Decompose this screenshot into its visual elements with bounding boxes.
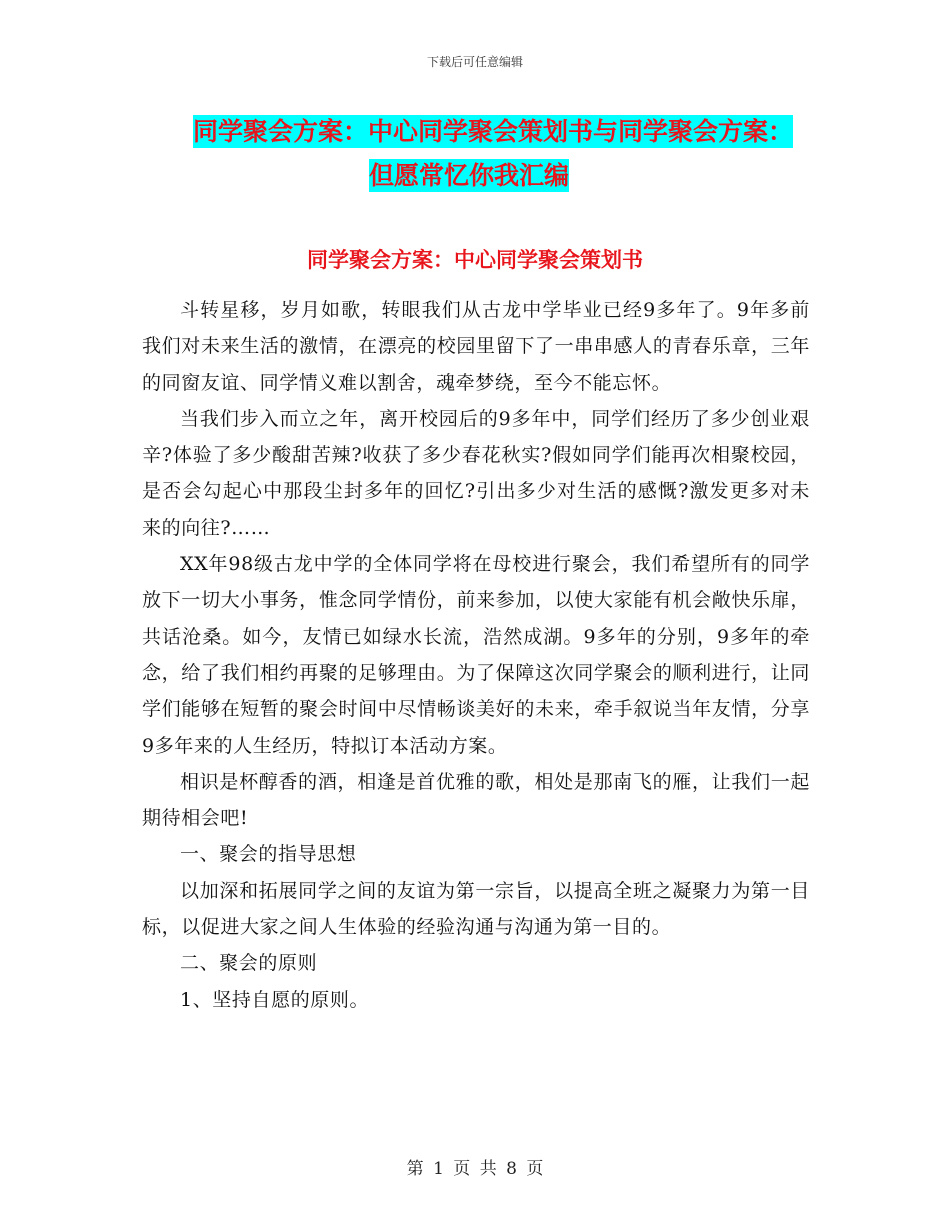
paragraph-plan: XX年98级古龙中学的全体同学将在母校进行聚会，我们希望所有的同学放下一切大小事务，惟念同学情份，前来参加，以使大家能有机会敞快乐扉，共话沧桑。如今，友情已如绿水长流，浩然成湖。9多年的分别，9多年的牵念，给了我们相约再聚的足够理由。为了保障这次同学聚会的顺利进行，让同学们能够在短暂的聚会时间中尽情畅谈美好的未来，牵手叙说当年友情，分享9多年来的人生经历，特拟订本活动方案。 bbox=[142, 553, 810, 757]
paragraph-invitation: 相识是杯醇香的酒，相逢是首优雅的歌，相处是那南飞的雁，让我们一起期待相会吧! bbox=[142, 770, 810, 830]
section-title: 同学聚会方案：中心同学聚会策划书 bbox=[307, 248, 643, 272]
paragraph-reflection: 当我们步入而立之年，离开校园后的9多年中，同学们经历了多少创业艰辛?体验了多少酸甜苦辣?收获了多少春花秋实?假如同学们能再次相聚校园，是否会勾起心中那段尘封多年的回忆?引出多少对生活的感慨?激发更多对未来的向往?…… bbox=[142, 407, 810, 539]
list-item-voluntary: 1、坚持自愿的原则。 bbox=[180, 988, 370, 1011]
heading-guiding-principle: 一、聚会的指导思想 bbox=[180, 843, 357, 866]
paragraph-guiding-principle: 以加深和拓展同学之间的友谊为第一宗旨，以提高全班之凝聚力为第一目标，以促进大家之间人生体验的经验沟通与沟通为第一目的。 bbox=[142, 879, 810, 939]
title-line-1: 同学聚会方案：中心同学聚会策划书与同学聚会方案： bbox=[193, 117, 794, 146]
paragraph-intro: 斗转星移，岁月如歌，转眼我们从古龙中学毕业已经9多年了。9年多前我们对未来生活的激情，在漂亮的校园里留下了一串串感人的青春乐章，三年的同窗友谊、同学情义难以割舍，魂牵梦绕，至今不能忘怀。 bbox=[142, 299, 810, 394]
page-number: 第 1 页 共 8 页 bbox=[406, 1159, 544, 1179]
document-body bbox=[142, 292, 810, 1018]
title-line-2: 但愿常忆你我汇编 bbox=[369, 161, 570, 190]
heading-principles: 二、聚会的原则 bbox=[180, 952, 318, 975]
document-title bbox=[193, 110, 833, 198]
header-note: 下载后可任意编辑 bbox=[426, 55, 523, 69]
